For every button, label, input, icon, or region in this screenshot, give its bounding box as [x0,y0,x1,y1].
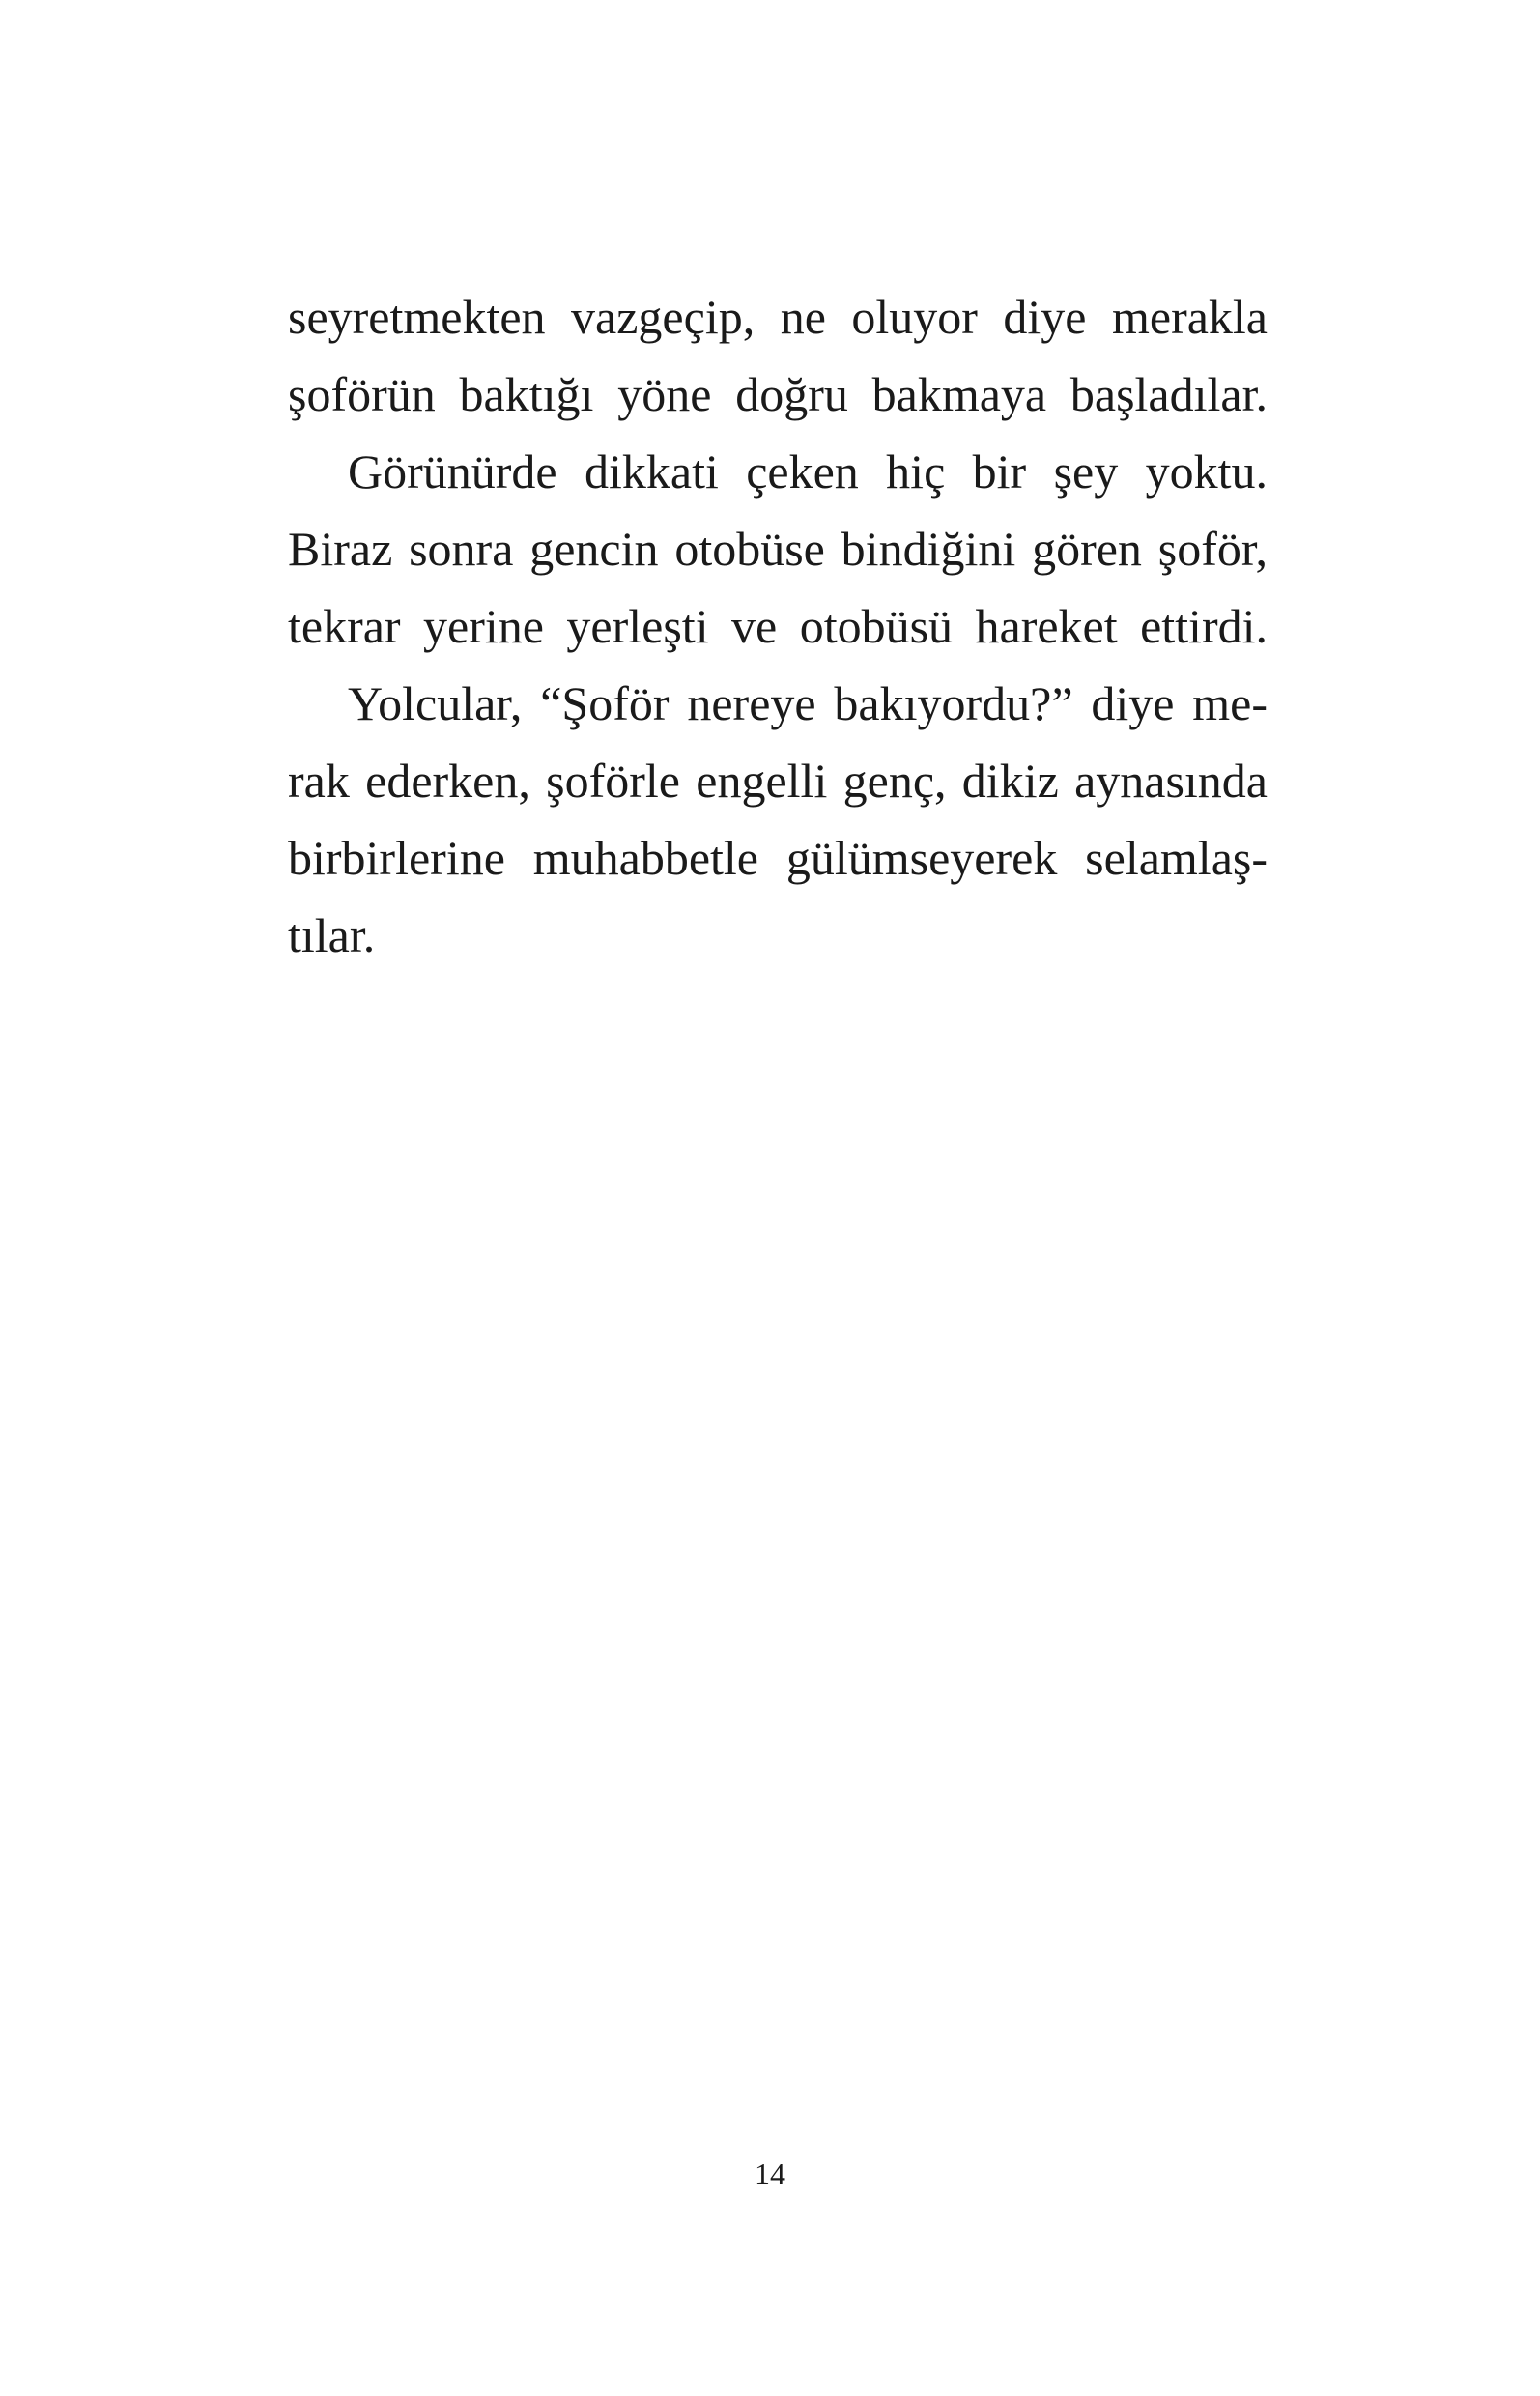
text-line: tılar. [288,908,376,962]
text-line: şoförün baktığı yöne doğru bakmaya başladılar. [288,367,1268,421]
text-line: tekrar yerine yerleşti ve otobüsü hareket ettirdi. [288,599,1268,653]
page-number: 14 [755,2156,785,2191]
paragraph-first-line: Yolcular, “Şoför nereye bakıyordu?” diye me- [348,676,1268,730]
text-line: seyretmekten vazgeçip, ne oluyor diye merakla [288,290,1268,344]
text-line: birbirlerine muhabbetle gülümseyerek selamlaş- [288,831,1268,885]
text-line: Biraz sonra gencin otobüse bindiğini gören şoför, [288,522,1268,576]
text-line: rak ederken, şoförle engelli genç, dikiz aynasında [288,754,1268,808]
body-text [288,278,1268,974]
paragraph-first-line: Görünürde dikkati çeken hiç bir şey yoktu. [348,444,1268,499]
